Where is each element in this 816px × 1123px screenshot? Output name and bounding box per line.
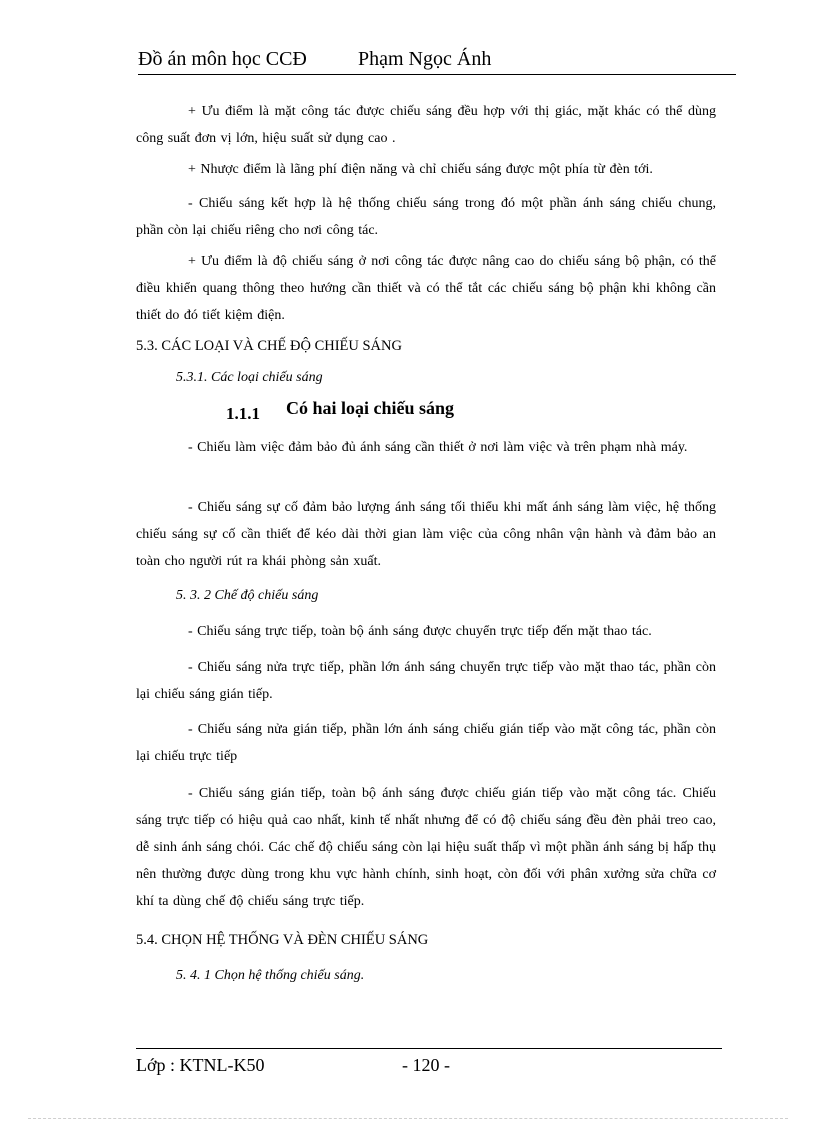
paragraph-combined-lighting: - Chiếu sáng kết hợp là hệ thống chiếu sáng trong đó một phần ánh sáng chiếu chung, phần còn lại chiếu riêng cho nơi công tác. (136, 196, 716, 238)
paragraph-direct-lighting: - Chiếu sáng trực tiếp, toàn bộ ánh sáng được chuyển trực tiếp đến mặt thao tác. (188, 624, 652, 639)
footer-page-number: - 120 - (402, 1055, 450, 1075)
page-bottom-divider (28, 1118, 788, 1119)
header-author-name: Phạm Ngọc Ánh (358, 48, 492, 70)
footer-class-label: Lớp : KTNL-K50 (136, 1055, 265, 1075)
paragraph-advantage-combined: + Ưu điểm là độ chiếu sáng ở nơi công tác được nâng cao do chiếu sáng bộ phận, có thể điều khiển quang thông theo hướng cần thiết và có thể tắt các chiếu sáng bộ phận khi không cần thiết do đó tiết kiệm điện. (136, 254, 716, 323)
subsection-heading-5-4-1: 5. 4. 1 Chọn hệ thống chiếu sáng. (176, 968, 365, 983)
subsection-heading-5-3-1: 5.3.1. Các loại chiếu sáng (176, 370, 323, 385)
heading-number: 1.1.1 (226, 404, 260, 423)
paragraph-semi-indirect-lighting: - Chiếu sáng nửa gián tiếp, phần lớn ánh sáng chiếu gián tiếp vào mặt công tác, phần còn lại chiếu trực tiếp (136, 722, 716, 764)
header-course-title: Đồ án môn học CCĐ (138, 48, 307, 70)
subsection-heading-5-3-2: 5. 3. 2 Chế độ chiếu sáng (176, 588, 319, 603)
page-header (138, 48, 736, 75)
paragraph-semi-direct-lighting: - Chiếu sáng nửa trực tiếp, phần lớn ánh sáng chuyển trực tiếp vào mặt thao tác, phần còn lại chiếu sáng gián tiếp. (136, 660, 716, 702)
heading-title: Có hai loại chiếu sáng (286, 398, 455, 418)
heading-lighting-types (226, 398, 455, 423)
paragraph-working-lighting: - Chiếu làm việc đảm bảo đủ ánh sáng cần thiết ở nơi làm việc và trên phạm nhà máy. (188, 440, 688, 455)
paragraph-indirect-lighting: - Chiếu sáng gián tiếp, toàn bộ ánh sáng được chiếu gián tiếp vào mặt công tác. Chiếu sáng trực tiếp có hiệu quả cao nhất, kinh tế nhất nhưng để có độ chiếu sáng đều đèn phải treo cao, dễ sinh ánh sáng chói. Các chế độ chiếu sáng còn lại hiệu suất thấp vì một phần ánh sáng bị hấp thụ nên thường được dùng trong khu vực hành chính, sinh hoạt, còn đối với phân xưởng sửa chữa cơ khí ta dùng chế độ chiếu sáng trực tiếp. (136, 786, 716, 909)
page-footer (136, 1048, 722, 1079)
paragraph-advantage-general: + Ưu điểm là mặt công tác được chiếu sáng đều hợp với thị giác, mặt khác có thể dùng công suất đơn vị lớn, hiệu suất sử dụng cao . (136, 104, 716, 146)
paragraph-emergency-lighting: - Chiếu sáng sự cố đảm bảo lượng ánh sáng tối thiểu khi mất ánh sáng làm việc, hệ thống chiếu sáng sự cố cần thiết để kéo dài thời gian làm việc của công nhân vận hành và đảm bảo an toàn cho người rút ra khái phòng sản xuất. (136, 500, 716, 569)
section-heading-5-4: 5.4. CHỌN HỆ THỐNG VÀ ĐÈN CHIẾU SÁNG (136, 932, 429, 948)
section-heading-5-3: 5.3. CÁC LOẠI VÀ CHẾ ĐỘ CHIẾU SÁNG (136, 338, 402, 354)
paragraph-disadvantage-general: + Nhược điểm là lãng phí điện năng và chỉ chiếu sáng được một phía từ đèn tới. (188, 162, 653, 177)
